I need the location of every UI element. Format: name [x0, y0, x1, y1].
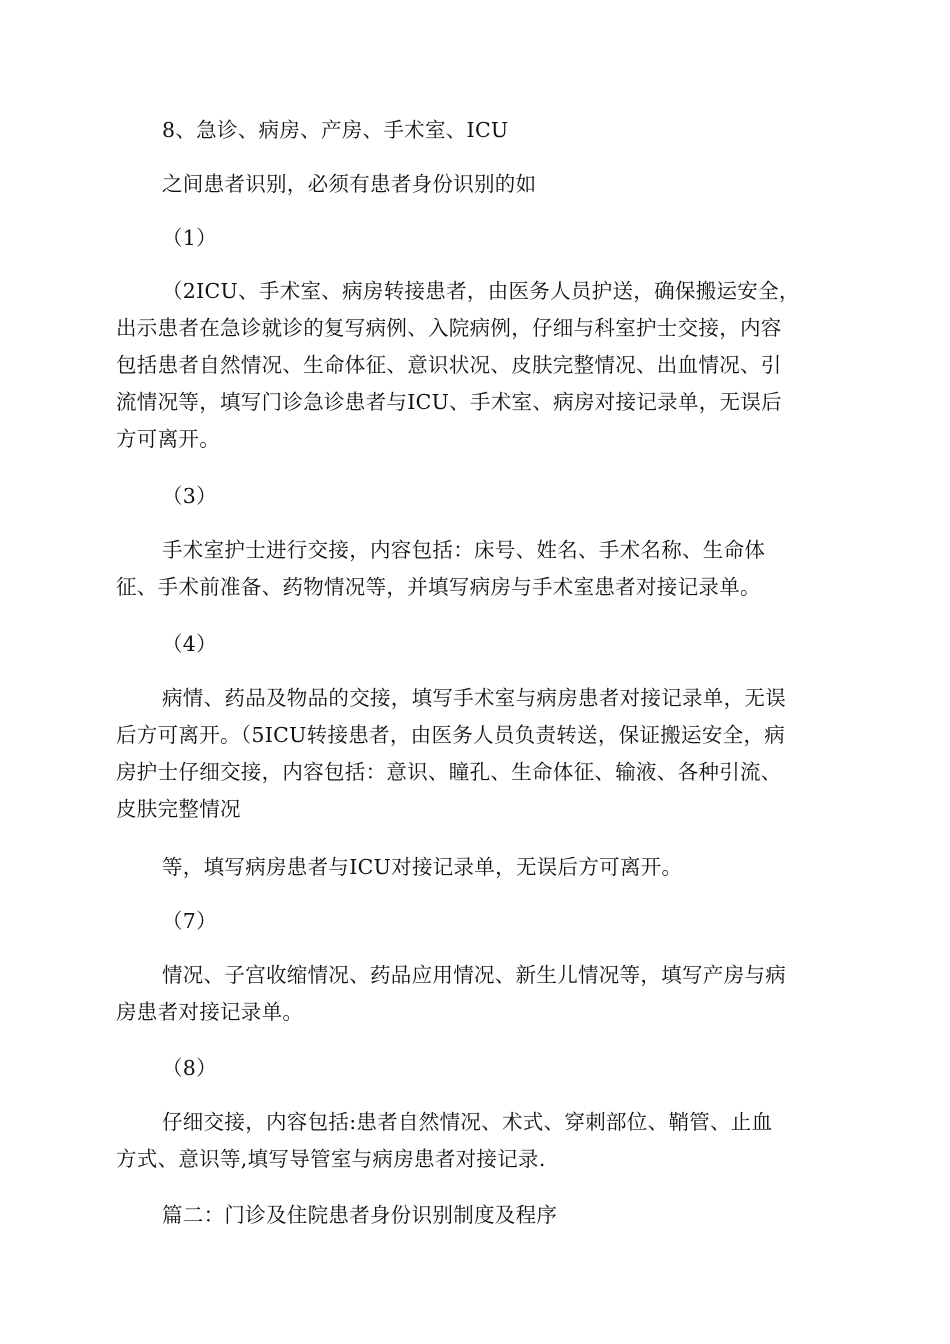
paragraph-8 — [116, 680, 832, 828]
paragraph-4-line-2: 出示患者在急诊就诊的复写病例、入院病例，仔细与科室护士交接，内容 — [116, 316, 782, 340]
paragraph-6 — [116, 532, 832, 606]
paragraph-4-line-5: 方可离开。 — [116, 427, 220, 451]
paragraph-4 — [116, 273, 832, 458]
paragraph-11-line-2: 房患者对接记录单。 — [116, 1000, 304, 1024]
paragraph-9: 等，填写病房患者与ICU对接记录单，无误后方可离开。 — [162, 855, 683, 879]
paragraph-3-label: （1） — [162, 226, 217, 250]
paragraph-6-line-2: 征、手术前准备、药物情况等，并填写病房与手术室患者对接记录单。 — [116, 575, 761, 599]
paragraph-5-label: （3） — [162, 484, 217, 508]
paragraph-10-label: （7） — [162, 909, 217, 933]
paragraph-8-line-2: 后方可离开。（5ICU转接患者，由医务人员负责转送，保证搬运安全，病 — [116, 723, 786, 747]
paragraph-6-line-1: 手术室护士进行交接，内容包括：床号、姓名、手术名称、生命体 — [162, 538, 766, 562]
paragraph-4-line-3: 包括患者自然情况、生命体征、意识状况、皮肤完整情况、出血情况、引 — [116, 353, 782, 377]
paragraph-8-line-1: 病情、药品及物品的交接，填写手术室与病房患者对接记录单，无误 — [162, 686, 786, 710]
section-heading: 篇二：门诊及住院患者身份识别制度及程序 — [162, 1203, 558, 1227]
paragraph-11-line-1: 情况、子宫收缩情况、药品应用情况、新生儿情况等，填写产房与病 — [162, 963, 786, 987]
paragraph-11 — [116, 957, 832, 1031]
paragraph-4-line-4: 流情况等，填写门诊急诊患者与ICU、手术室、病房对接记录单，无误后 — [116, 390, 782, 414]
paragraph-1: 8、急诊、病房、产房、手术室、ICU — [162, 118, 509, 142]
paragraph-13-line-2: 方式、意识等,填写导管室与病房患者对接记录. — [116, 1147, 546, 1171]
paragraph-12-label: （8） — [162, 1056, 217, 1080]
paragraph-13-line-1: 仔细交接，内容包括:患者自然情况、术式、穿刺部位、鞘管、止血 — [162, 1110, 773, 1134]
paragraph-4-line-1: （2ICU、手术室、病房转接患者，由医务人员护送，确保搬运安全， — [162, 279, 800, 303]
paragraph-8-line-3: 房护士仔细交接，内容包括：意识、瞳孔、生命体征、输液、各种引流、 — [116, 760, 782, 784]
paragraph-8-line-4: 皮肤完整情况 — [116, 797, 241, 821]
paragraph-2: 之间患者识别，必须有患者身份识别的如 — [162, 172, 537, 196]
paragraph-7-label: （4） — [162, 632, 217, 656]
paragraph-13 — [116, 1104, 832, 1178]
